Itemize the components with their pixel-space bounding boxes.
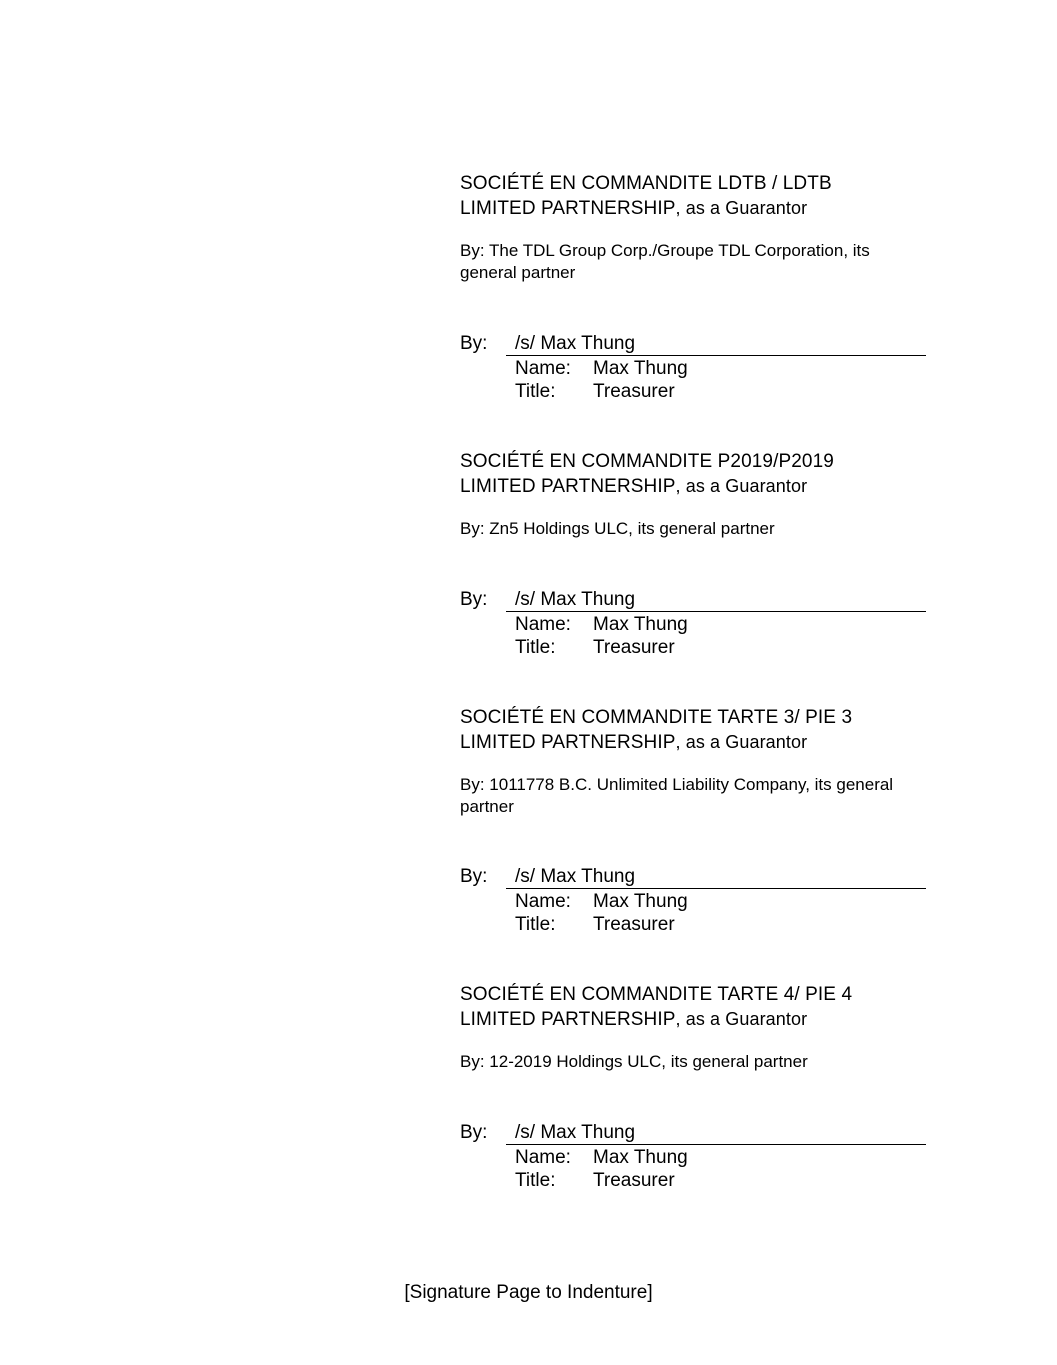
signature-by-label: By: xyxy=(460,1122,488,1143)
signature-block-ldtb xyxy=(460,172,930,402)
signature-block-tarte-3 xyxy=(460,706,930,935)
signature-area xyxy=(460,588,930,660)
name-value: Max Thung xyxy=(593,891,688,912)
signature-line xyxy=(506,1144,926,1145)
title-label: Title: xyxy=(515,1170,556,1191)
guarantor-suffix: , as a Guarantor xyxy=(675,1009,808,1029)
signature-line xyxy=(506,611,926,612)
entity-name xyxy=(460,172,930,221)
entity-name-line2: LIMITED PARTNERSHIP xyxy=(460,476,676,497)
title-label: Title: xyxy=(515,381,556,402)
name-label: Name: xyxy=(515,891,571,912)
general-partner-line: By: Zn5 Holdings ULC, its general partner xyxy=(460,519,775,538)
title-label: Title: xyxy=(515,637,556,658)
signature-by-label: By: xyxy=(460,866,488,887)
title-value: Treasurer xyxy=(593,1170,675,1191)
title-value: Treasurer xyxy=(593,637,675,658)
entity-name-line2: LIMITED PARTNERSHIP xyxy=(460,198,676,219)
signature-value: /s/ Max Thung xyxy=(515,333,636,354)
entity-name-line1: SOCIÉTÉ EN COMMANDITE TARTE 4/ PIE 4 xyxy=(460,984,853,1005)
entity-name xyxy=(460,706,930,755)
signature-value: /s/ Max Thung xyxy=(515,589,636,610)
name-label: Name: xyxy=(515,614,571,635)
signature-value: /s/ Max Thung xyxy=(515,1122,636,1143)
signature-value: /s/ Max Thung xyxy=(515,866,636,887)
entity-name-line2: LIMITED PARTNERSHIP xyxy=(460,1009,676,1030)
signature-block-tarte-4 xyxy=(460,983,930,1191)
name-value: Max Thung xyxy=(593,358,688,379)
signature-line xyxy=(506,888,926,889)
name-label: Name: xyxy=(515,1147,571,1168)
general-partner-line: By: The TDL Group Corp./Groupe TDL Corporation, its general partner xyxy=(460,241,870,282)
signature-area xyxy=(460,1121,930,1193)
entity-name-line1: SOCIÉTÉ EN COMMANDITE TARTE 3/ PIE 3 xyxy=(460,707,853,728)
entity-name xyxy=(460,983,930,1032)
guarantor-suffix: , as a Guarantor xyxy=(675,198,808,218)
title-label: Title: xyxy=(515,914,556,935)
signature-area xyxy=(460,332,930,404)
signature-block-p2019 xyxy=(460,450,930,658)
general-partner-line: By: 1011778 B.C. Unlimited Liability Company, its general partner xyxy=(460,775,894,816)
entity-name-line1: SOCIÉTÉ EN COMMANDITE LDTB / LDTB xyxy=(460,173,832,194)
title-value: Treasurer xyxy=(593,381,675,402)
signature-line xyxy=(506,355,926,356)
signature-area xyxy=(460,865,930,937)
name-value: Max Thung xyxy=(593,614,688,635)
signature-by-label: By: xyxy=(460,333,488,354)
name-value: Max Thung xyxy=(593,1147,688,1168)
entity-name xyxy=(460,450,930,499)
entity-name-line1: SOCIÉTÉ EN COMMANDITE P2019/P2019 xyxy=(460,451,834,472)
general-partner-line: By: 12-2019 Holdings ULC, its general partner xyxy=(460,1052,808,1071)
guarantor-suffix: , as a Guarantor xyxy=(675,732,808,752)
entity-name-line2: LIMITED PARTNERSHIP xyxy=(460,732,676,753)
guarantor-suffix: , as a Guarantor xyxy=(675,476,808,496)
name-label: Name: xyxy=(515,358,571,379)
signature-by-label: By: xyxy=(460,589,488,610)
page-footer: [Signature Page to Indenture] xyxy=(404,1282,653,1303)
title-value: Treasurer xyxy=(593,914,675,935)
